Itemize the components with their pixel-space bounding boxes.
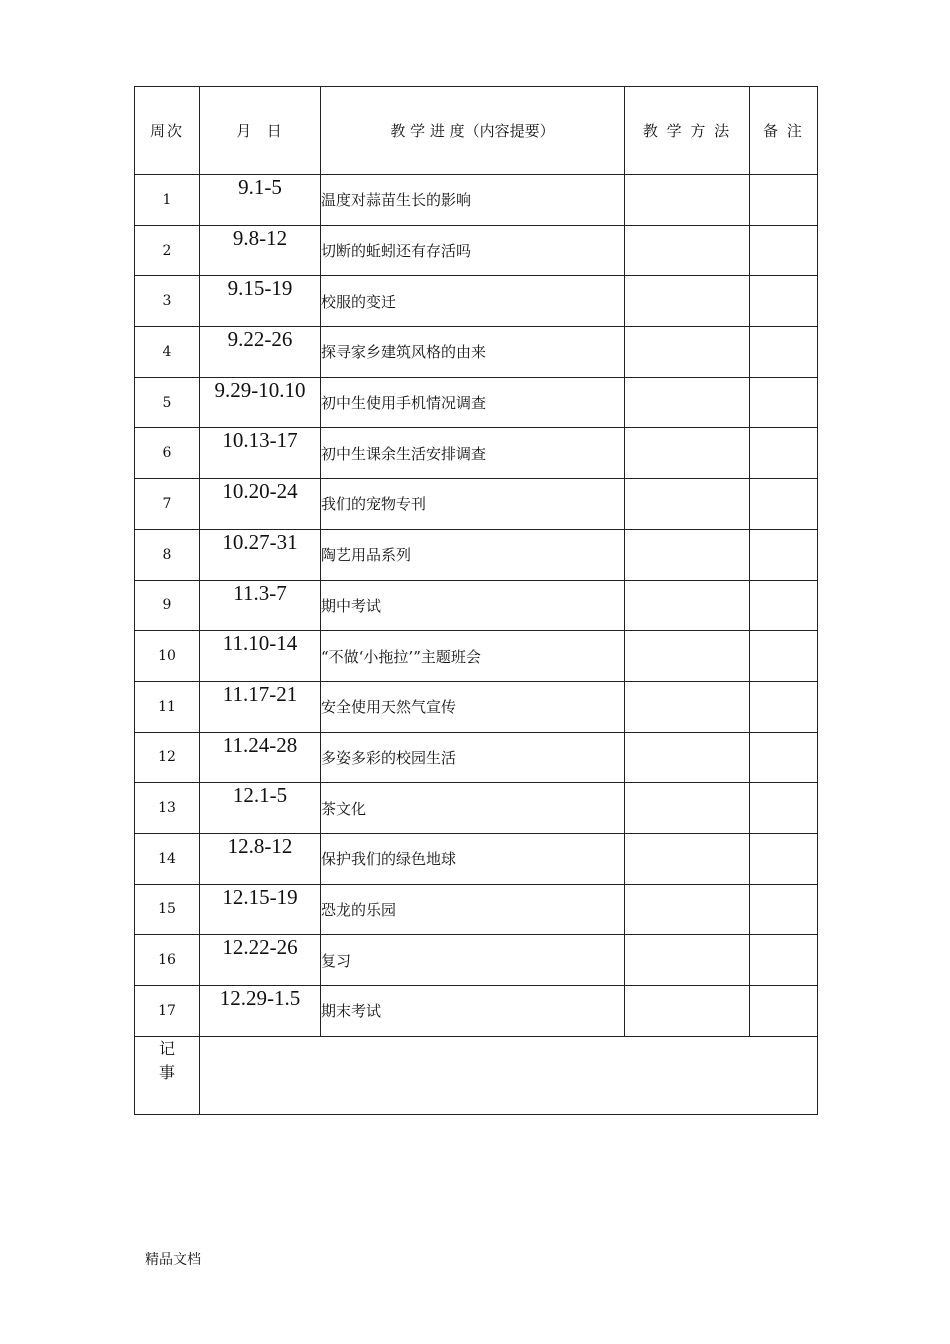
header-progress: 教 学 进 度（内容提要） [321,87,625,175]
table-row [135,529,818,580]
method-cell [625,884,750,935]
date-cell: 11.3-7 [200,580,321,631]
teaching-schedule-table [134,86,818,1115]
content-cell: 我们的宠物专刊 [321,479,625,530]
date-cell: 9.29-10.10 [200,377,321,428]
week-cell: 3 [135,276,200,327]
method-cell [625,681,750,732]
content-cell: 探寻家乡建筑风格的由来 [321,327,625,378]
schedule-rows [135,175,818,1037]
method-cell [625,276,750,327]
remarks-cell [750,225,818,276]
table-row [135,681,818,732]
method-cell [625,327,750,378]
remarks-cell [750,175,818,226]
header-method: 教 学 方 法 [625,87,750,175]
table-row [135,732,818,783]
notes-label-line2: 事 [158,1062,175,1082]
remarks-cell [750,732,818,783]
content-cell: 陶艺用品系列 [321,529,625,580]
week-cell: 13 [135,783,200,834]
content-cell: 初中生课余生活安排调查 [321,428,625,479]
remarks-cell [750,428,818,479]
date-cell: 12.1-5 [200,783,321,834]
date-cell: 12.22-26 [200,935,321,986]
method-cell [625,631,750,682]
date-cell: 9.8-12 [200,225,321,276]
table-row [135,327,818,378]
table-row [135,377,818,428]
table-row [135,935,818,986]
table-row [135,225,818,276]
date-cell: 12.8-12 [200,833,321,884]
date-cell: 11.24-28 [200,732,321,783]
week-cell: 15 [135,884,200,935]
remarks-cell [750,986,818,1037]
method-cell [625,783,750,834]
week-cell: 1 [135,175,200,226]
method-cell [625,225,750,276]
notes-label [135,1036,200,1114]
content-cell: 多姿多彩的校园生活 [321,732,625,783]
content-cell: 校服的变迁 [321,276,625,327]
method-cell [625,732,750,783]
method-cell [625,175,750,226]
date-cell: 10.27-31 [200,529,321,580]
table-row [135,631,818,682]
remarks-cell [750,276,818,327]
week-cell: 12 [135,732,200,783]
table-row [135,986,818,1037]
header-week: 周次 [135,87,200,175]
date-cell: 11.10-14 [200,631,321,682]
week-cell: 6 [135,428,200,479]
method-cell [625,833,750,884]
week-cell: 9 [135,580,200,631]
remarks-cell [750,884,818,935]
week-cell: 11 [135,681,200,732]
table-row [135,276,818,327]
method-cell [625,935,750,986]
method-cell [625,377,750,428]
date-cell: 10.20-24 [200,479,321,530]
footer-text: 精品文档 [145,1252,201,1268]
remarks-cell [750,833,818,884]
content-cell: 保护我们的绿色地球 [321,833,625,884]
remarks-cell [750,529,818,580]
content-cell: 恐龙的乐园 [321,884,625,935]
header-date: 月 日 [200,87,321,175]
notes-row [135,1036,818,1114]
content-cell: 安全使用天然气宣传 [321,681,625,732]
content-cell: 复习 [321,935,625,986]
content-cell: 初中生使用手机情况调查 [321,377,625,428]
week-cell: 16 [135,935,200,986]
table-header-row [135,87,818,175]
week-cell: 2 [135,225,200,276]
method-cell [625,580,750,631]
notes-label-line1: 记 [158,1038,175,1058]
week-cell: 10 [135,631,200,682]
remarks-cell [750,327,818,378]
date-cell: 9.22-26 [200,327,321,378]
content-cell: 切断的蚯蚓还有存活吗 [321,225,625,276]
week-cell: 7 [135,479,200,530]
notes-content [200,1036,818,1114]
table-row [135,783,818,834]
week-cell: 4 [135,327,200,378]
date-cell: 9.15-19 [200,276,321,327]
method-cell [625,428,750,479]
method-cell [625,986,750,1037]
week-cell: 5 [135,377,200,428]
content-cell: 温度对蒜苗生长的影响 [321,175,625,226]
date-cell: 11.17-21 [200,681,321,732]
remarks-cell [750,377,818,428]
week-cell: 17 [135,986,200,1037]
table-row [135,580,818,631]
date-cell: 9.1-5 [200,175,321,226]
week-cell: 8 [135,529,200,580]
week-cell: 14 [135,833,200,884]
date-cell: 12.29-1.5 [200,986,321,1037]
remarks-cell [750,681,818,732]
table-row [135,884,818,935]
table-row [135,428,818,479]
remarks-cell [750,631,818,682]
table-row [135,833,818,884]
content-cell: 期末考试 [321,986,625,1037]
content-cell: 期中考试 [321,580,625,631]
remarks-cell [750,935,818,986]
table-row [135,175,818,226]
date-cell: 10.13-17 [200,428,321,479]
method-cell [625,529,750,580]
remarks-cell [750,479,818,530]
content-cell: “不做‘小拖拉’”主题班会 [321,631,625,682]
date-cell: 12.15-19 [200,884,321,935]
header-remarks: 备 注 [750,87,818,175]
method-cell [625,479,750,530]
table-row [135,479,818,530]
remarks-cell [750,783,818,834]
remarks-cell [750,580,818,631]
content-cell: 茶文化 [321,783,625,834]
